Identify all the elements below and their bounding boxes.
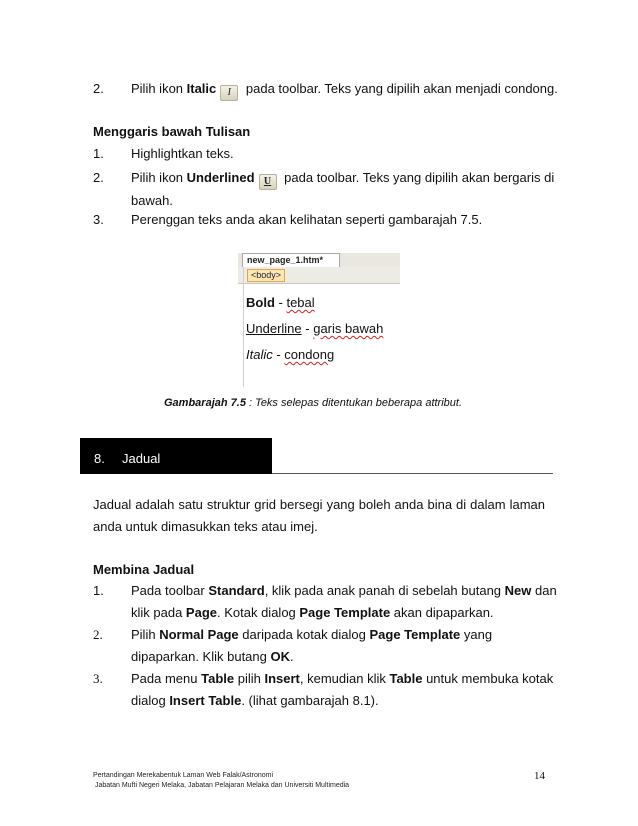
bold-text: New bbox=[504, 583, 532, 598]
bold-text: Insert Table bbox=[169, 693, 242, 708]
underline-icon: U bbox=[259, 174, 277, 190]
caption-text: : Teks selepas ditentukan beberapa attribut. bbox=[245, 397, 463, 409]
sample-word: condong bbox=[284, 347, 335, 362]
separator: - bbox=[274, 295, 287, 310]
step-text bbox=[131, 583, 557, 599]
quick-tag-bar bbox=[238, 267, 400, 284]
bold-text: Page Template bbox=[299, 605, 391, 620]
caption-label: Gambarajah 7.5 bbox=[164, 397, 246, 409]
section-rule bbox=[272, 473, 553, 474]
step-text: Pilih ikon bbox=[131, 170, 187, 185]
text: . Kotak dialog bbox=[217, 605, 300, 620]
step-number: 1. bbox=[93, 146, 104, 161]
step-text bbox=[131, 627, 492, 643]
text: daripada kotak dialog bbox=[238, 627, 370, 642]
footer-line-2: Jabatan Mufti Negeri Melaka, Jabatan Pelajaran Melaka dan Universiti Multimedia bbox=[95, 782, 350, 789]
section-header-bar bbox=[80, 438, 272, 474]
step-text: pada toolbar. Teks yang dipilih akan bergaris di bbox=[280, 170, 555, 185]
step-text bbox=[131, 671, 553, 687]
sample-bold: Bold bbox=[246, 295, 275, 310]
separator: - bbox=[301, 321, 314, 336]
italic-icon: I bbox=[220, 85, 238, 101]
step-bold: Underlined bbox=[186, 170, 255, 185]
text: dipaparkan. Klik butang bbox=[131, 649, 271, 664]
text: , kemudian klik bbox=[299, 671, 390, 686]
sample-underline: Underline bbox=[246, 321, 302, 336]
step-number: 2. bbox=[93, 170, 104, 185]
sample-line-italic bbox=[246, 347, 334, 362]
bold-text: OK bbox=[270, 649, 290, 664]
section-number: 8. bbox=[94, 451, 105, 466]
paragraph-line: anda untuk dimasukkan teks atau imej. bbox=[93, 519, 318, 534]
sample-line-underline bbox=[246, 321, 383, 336]
bold-text: Normal Page bbox=[159, 627, 239, 642]
section-heading: Membina Jadual bbox=[93, 562, 195, 577]
text: Pada toolbar bbox=[131, 583, 209, 598]
step-underline-text bbox=[131, 170, 555, 190]
text: yang bbox=[460, 627, 493, 642]
step-bold: Italic bbox=[186, 81, 217, 96]
figure-editor-screenshot bbox=[238, 253, 400, 387]
step-text bbox=[131, 605, 494, 621]
step-number: 2. bbox=[93, 627, 103, 642]
editor-margin bbox=[238, 267, 244, 387]
sample-word: garis bawah bbox=[313, 321, 384, 336]
step-text bbox=[131, 649, 294, 665]
step-text: pada toolbar. Teks yang dipilih akan menjadi condong. bbox=[242, 81, 558, 96]
text: klik pada bbox=[131, 605, 186, 620]
body-tag: <body> bbox=[247, 269, 285, 282]
footer-line-1: Pertandingan Merekabentuk Laman Web Falak/Astronomi bbox=[93, 772, 274, 779]
text: dan bbox=[531, 583, 557, 598]
bold-text: Insert bbox=[264, 671, 300, 686]
text: . (lihat gambarajah 8.1). bbox=[241, 693, 379, 708]
text: Pilih bbox=[131, 627, 160, 642]
document-tab: new_page_1.htm* bbox=[242, 253, 340, 268]
step-number: 1. bbox=[93, 583, 104, 598]
section-title: Jadual bbox=[122, 451, 161, 466]
bold-text: Table bbox=[389, 671, 423, 686]
step-text: Perenggan teks anda akan kelihatan seperti gambarajah 7.5. bbox=[131, 212, 483, 227]
text: . bbox=[289, 649, 294, 664]
bold-text: Page Template bbox=[369, 627, 461, 642]
paragraph bbox=[93, 494, 545, 538]
step-number: 2. bbox=[93, 81, 104, 96]
text: Pada menu bbox=[131, 671, 202, 686]
text: akan dipaparkan. bbox=[390, 605, 494, 620]
text: untuk membuka kotak bbox=[422, 671, 554, 686]
bold-text: Table bbox=[201, 671, 235, 686]
step-text: Pilih ikon bbox=[131, 81, 187, 96]
separator: - bbox=[272, 347, 285, 362]
step-text: Highlightkan teks. bbox=[131, 146, 234, 161]
section-heading: Menggaris bawah Tulisan bbox=[93, 124, 251, 139]
paragraph-line: Jadual adalah satu struktur grid bersegi yang boleh anda bina di dalam laman bbox=[93, 497, 545, 512]
text: pilih bbox=[234, 671, 265, 686]
step-text: bawah. bbox=[131, 193, 173, 208]
text: dialog bbox=[131, 693, 170, 708]
bold-text: Page bbox=[185, 605, 217, 620]
step-text bbox=[131, 693, 379, 709]
step-number: 3. bbox=[93, 671, 103, 686]
step-italic-text bbox=[131, 81, 558, 101]
bold-text: Standard bbox=[208, 583, 265, 598]
sample-line-bold bbox=[246, 295, 315, 310]
sample-italic: Italic bbox=[246, 347, 273, 362]
tab-bar bbox=[238, 253, 400, 267]
text: , klik pada anak panah di sebelah butang bbox=[264, 583, 505, 598]
step-number: 3. bbox=[93, 212, 104, 227]
figure-caption bbox=[164, 397, 462, 409]
sample-word: tebal bbox=[286, 295, 315, 310]
page-number: 14 bbox=[534, 770, 545, 782]
